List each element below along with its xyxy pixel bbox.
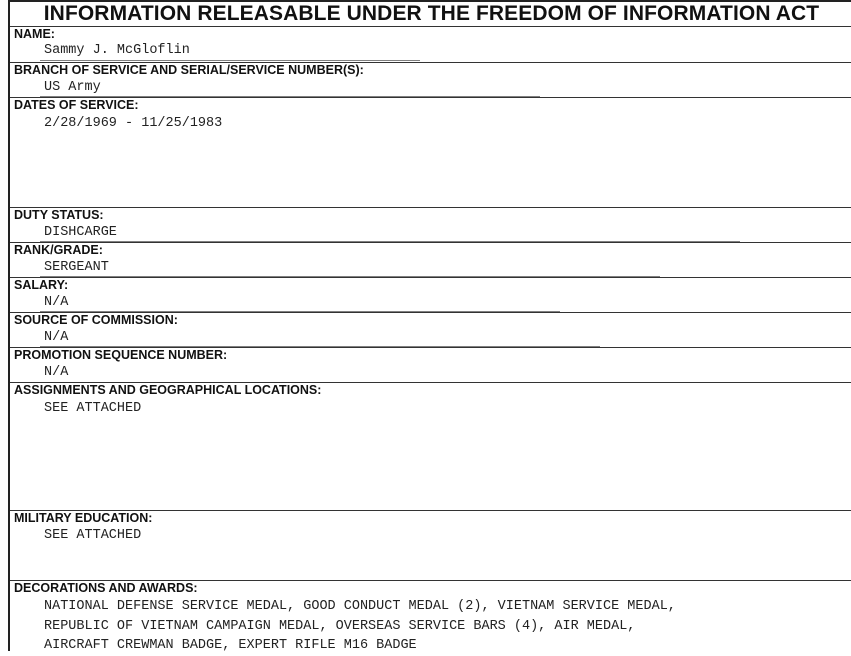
branch-label: BRANCH OF SERVICE AND SERIAL/SERVICE NUMBER(S): [14, 63, 364, 77]
commission-label: SOURCE OF COMMISSION: [14, 313, 178, 327]
duty-status-section [10, 207, 851, 242]
decorations-label: DECORATIONS AND AWARDS: [14, 581, 198, 595]
education-value: SEE ATTACHED [44, 528, 142, 543]
assignments-label: ASSIGNMENTS AND GEOGRAPHICAL LOCATIONS: [14, 383, 322, 397]
commission-section [10, 312, 851, 347]
rank-label: RANK/GRADE: [14, 243, 103, 257]
promotion-value: N/A [44, 365, 69, 380]
assignments-section [10, 382, 851, 510]
dates-section [10, 97, 851, 207]
dates-label: DATES OF SERVICE: [14, 98, 139, 112]
duty-status-label: DUTY STATUS: [14, 208, 104, 222]
salary-section [10, 277, 851, 312]
dates-value: 2/28/1969 - 11/25/1983 [44, 116, 223, 131]
decorations-line-3: AIRCRAFT CREWMAN BADGE, EXPERT RIFLE M16 BADGE [44, 638, 417, 653]
commission-value: N/A [44, 330, 69, 345]
branch-value: US Army [44, 80, 101, 95]
name-section [10, 26, 851, 62]
name-value: Sammy J. McGloflin [44, 43, 190, 58]
name-underline [40, 60, 420, 61]
decorations-section [10, 580, 851, 653]
decorations-line-2: REPUBLIC OF VIETNAM CAMPAIGN MEDAL, OVERSEAS SERVICE BARS (4), AIR MEDAL, [44, 618, 636, 634]
assignments-value: SEE ATTACHED [44, 401, 142, 416]
foia-form [8, 0, 851, 651]
form-title: INFORMATION RELEASABLE UNDER THE FREEDOM OF INFORMATION ACT [43, 2, 820, 25]
decorations-line-1: NATIONAL DEFENSE SERVICE MEDAL, GOOD CONDUCT MEDAL (2), VIETNAM SERVICE MEDAL, [44, 599, 676, 614]
salary-label: SALARY: [14, 278, 69, 292]
salary-value: N/A [44, 295, 69, 310]
rank-section [10, 242, 851, 277]
branch-section [10, 62, 851, 97]
rank-value: SERGEANT [44, 260, 109, 275]
promotion-label: PROMOTION SEQUENCE NUMBER: [14, 348, 228, 362]
promotion-section [10, 347, 851, 382]
name-label: NAME: [14, 27, 55, 41]
duty-status-value: DISHCARGE [44, 225, 117, 240]
education-section [10, 510, 851, 580]
education-label: MILITARY EDUCATION: [14, 511, 153, 525]
